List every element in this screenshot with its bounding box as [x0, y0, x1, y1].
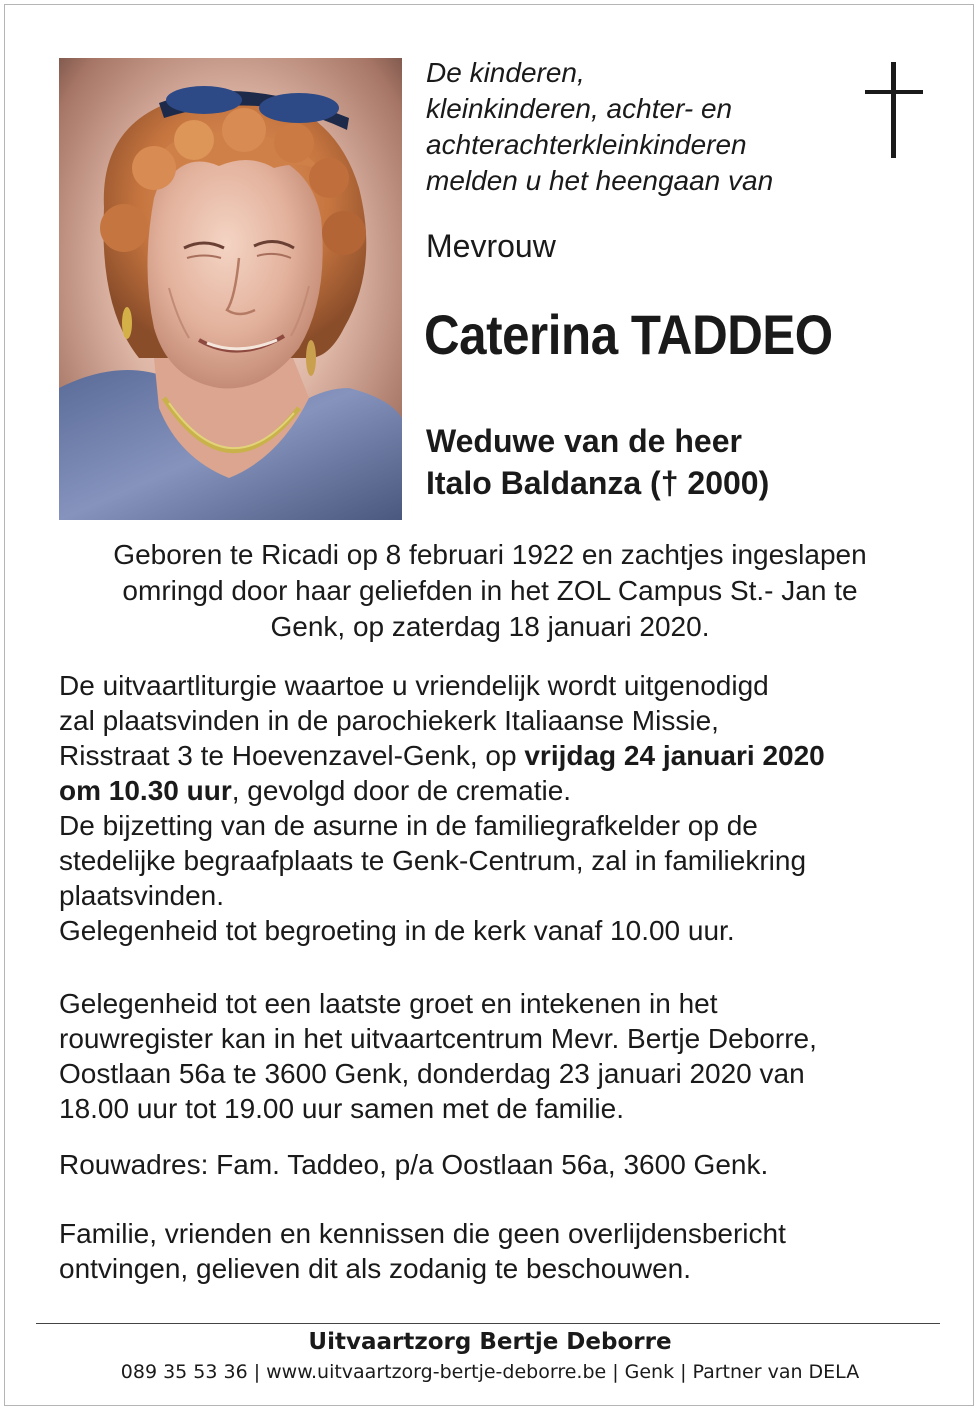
liturgy-line: De uitvaartliturgie waartoe u vriendelijk wordt uitgenodigd [59, 670, 769, 701]
footer-phone: 089 35 53 36 [120, 1361, 248, 1383]
intro-line: kleinkinderen, achter- en [426, 93, 733, 124]
spouse-line-1: Weduwe van de heer [426, 423, 742, 459]
liturgy-line: Gelegenheid tot begroeting in de kerk vanaf 10.00 uur. [59, 915, 735, 946]
footer-divider [36, 1323, 940, 1324]
greeting-line: Oostlaan 56a te 3600 Genk, donderdag 23 januari 2020 van [59, 1058, 805, 1089]
greeting-line: 18.00 uur tot 19.00 uur samen met de familie. [59, 1093, 624, 1124]
liturgy-date: vrijdag 24 januari 2020 [524, 740, 825, 771]
liturgy-time: om 10.30 uur [59, 775, 232, 806]
footer-separator: | [612, 1361, 619, 1383]
portrait-illustration [59, 58, 402, 520]
last-greeting-paragraph [59, 986, 817, 1126]
footer-website[interactable]: www.uitvaartzorg-bertje-deborre.be [266, 1361, 607, 1383]
birth-line: Geboren te Ricadi op 8 februari 1922 en zachtjes ingeslapen [113, 539, 867, 570]
birth-line: Genk, op zaterdag 18 januari 2020. [270, 611, 710, 642]
liturgy-line: De bijzetting van de asurne in de familiegrafkelder op de [59, 810, 758, 841]
liturgy-line: stedelijke begraafplaats te Genk-Centrum, zal in familiekring [59, 845, 807, 876]
footer-contact [0, 1361, 980, 1383]
footer-partner: Partner van DELA [692, 1361, 860, 1383]
liturgy-line: plaatsvinden. [59, 880, 225, 911]
greeting-line: Gelegenheid tot een laatste groet en intekenen in het [59, 988, 718, 1019]
spouse-line-2: Italo Baldanza († 2000) [426, 465, 770, 501]
family-notice-line: ontvingen, gelieven dit als zodanig te beschouwen. [59, 1253, 691, 1284]
liturgy-line [59, 738, 825, 773]
intro-line: De kinderen, [426, 57, 585, 88]
family-notice-line: Familie, vrienden en kennissen die geen overlijdensbericht [59, 1218, 786, 1249]
footer-separator: | [253, 1361, 261, 1383]
intro-line: melden u het heengaan van [426, 165, 774, 196]
liturgy-paragraph [59, 668, 825, 948]
spouse-info [426, 420, 769, 504]
portrait-photo [59, 58, 402, 520]
mourning-address: Rouwadres: Fam. Taddeo, p/a Oostlaan 56a, 3600 Genk. [59, 1149, 769, 1180]
intro-line: achterachterkleinkinderen [426, 129, 747, 160]
salutation: Mevrouw [426, 228, 556, 264]
liturgy-address: Risstraat 3 te Hoevenzavel-Genk, op [59, 740, 525, 771]
funeral-company-name: Uitvaartzorg Bertje Deborre [308, 1329, 672, 1355]
birth-info [40, 537, 940, 645]
intro-text [426, 55, 846, 199]
birth-line: omringd door haar geliefden in het ZOL Campus St.- Jan te [122, 575, 858, 606]
liturgy-line [59, 773, 825, 808]
deceased-name: Caterina TADDEO [424, 303, 833, 366]
footer-separator: | [680, 1361, 687, 1383]
greeting-line: rouwregister kan in het uitvaartcentrum Mevr. Bertje Deborre, [59, 1023, 817, 1054]
liturgy-cremation: , gevolgd door de crematie. [231, 775, 572, 806]
cross-icon [865, 62, 923, 158]
footer-city: Genk [624, 1361, 675, 1383]
family-notice [59, 1216, 786, 1286]
liturgy-line: zal plaatsvinden in de parochiekerk Italiaanse Missie, [59, 705, 719, 736]
